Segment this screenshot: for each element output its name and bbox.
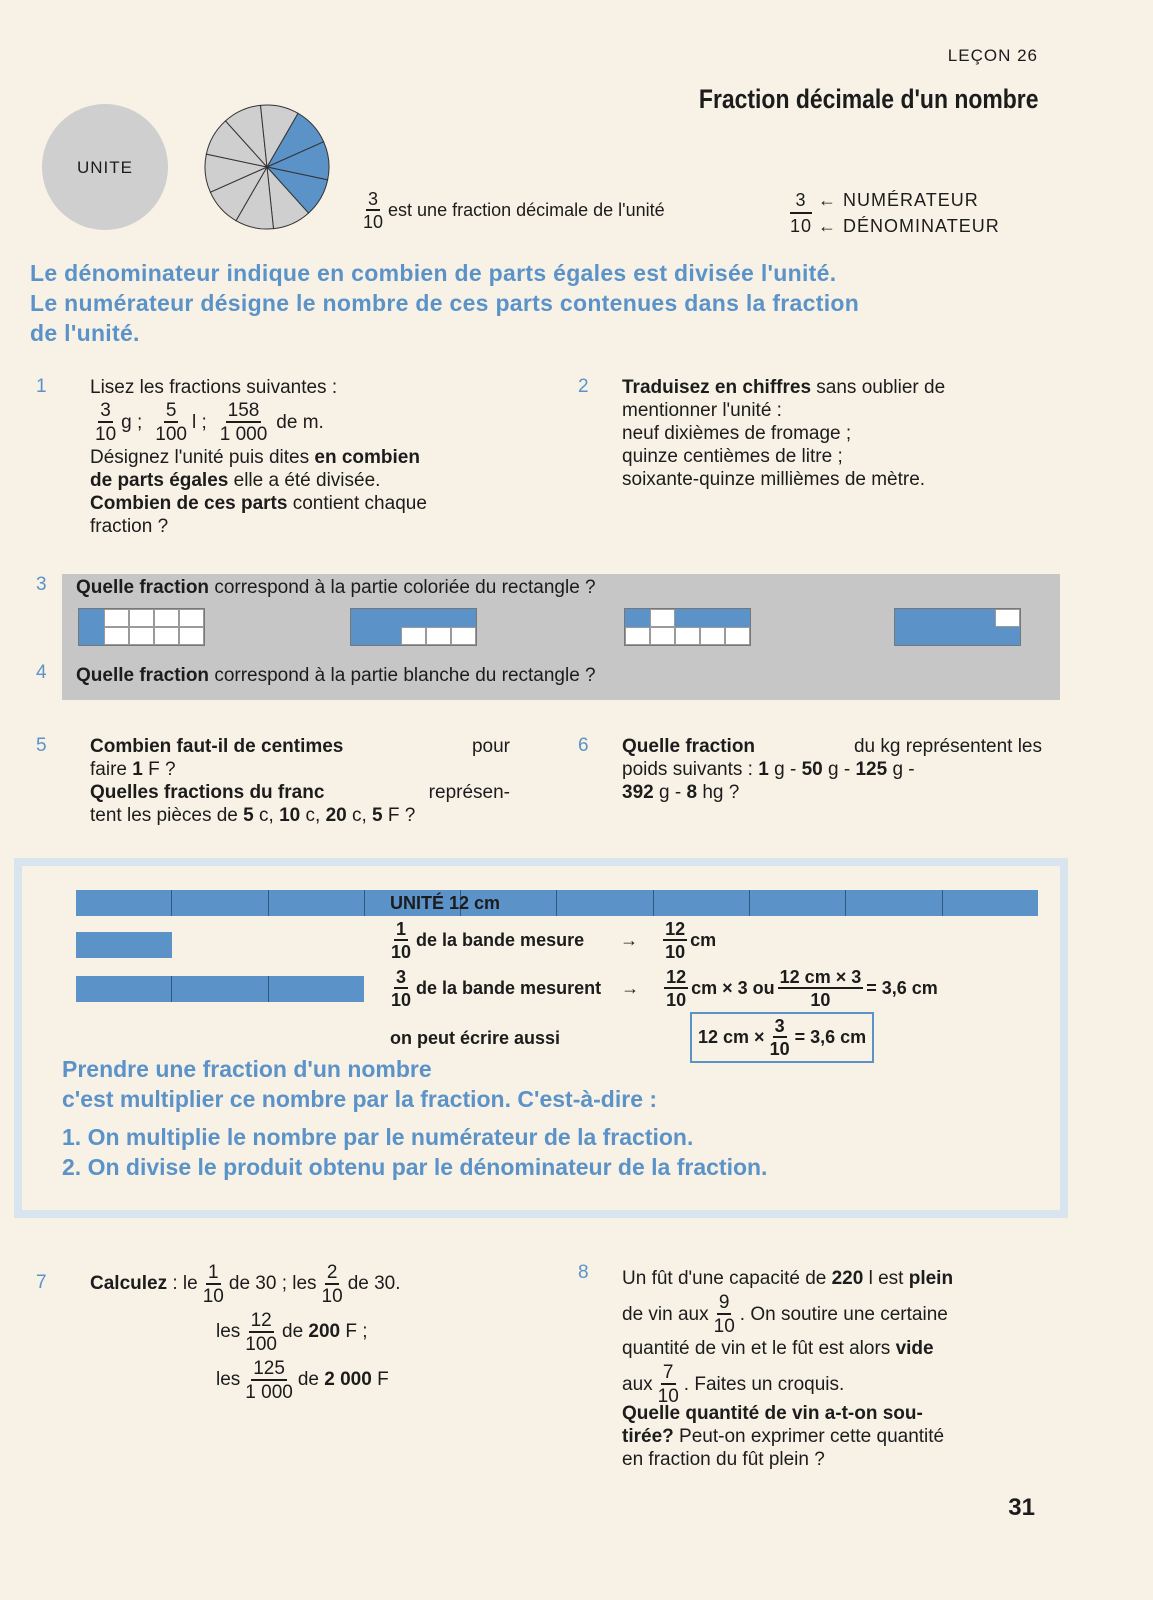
- definition-text: est une fraction décimale de l'unité: [388, 200, 665, 220]
- exercise-number: 8: [578, 1262, 589, 1283]
- rectangle-cell: [995, 609, 1020, 627]
- rectangle-cell: [970, 627, 995, 645]
- term-den: 10: [790, 216, 813, 236]
- rectangle-cell: [351, 609, 376, 627]
- rectangle-cell: [895, 627, 920, 645]
- rectangle-cell: [451, 627, 476, 645]
- band-segment: [172, 890, 268, 916]
- band-row-2: $\frac{3}{10}$ de la bande mesurent → $\frac{12}{10}$ cm × 3 ou $\frac{12 cm \times 3}{10}$ = 3,6 cm: [391, 967, 938, 1010]
- rectangle-cell: [104, 627, 129, 645]
- fraction-list: $\frac{3}{10}$ g ; $\frac{5}{100}$ l ; $\frac{158}{1 000}$ de m.: [95, 400, 324, 445]
- rule-line: de l'unité.: [30, 320, 140, 346]
- fraction-rectangle: [624, 608, 751, 646]
- rectangle-cell: [625, 609, 650, 627]
- rectangle-cell: [351, 627, 376, 645]
- band-segment: [269, 890, 365, 916]
- rectangle-cell: [401, 609, 426, 627]
- rule-fraction-of-number: Prendre une fraction d'un nombre c'est multiplier ce nombre par la fraction. C'est-à-dire : 1. On multiplie le nombre par le numérateur de la fraction. 2. On divise le produit obtenu par le dénominateur de la fraction.: [62, 1056, 768, 1180]
- band-row-3-label: on peut écrire aussi: [390, 1028, 561, 1048]
- exercise-3: Quelle fraction correspond à la partie coloriée du rectangle ?: [76, 577, 596, 598]
- rectangle-cell: [725, 609, 750, 627]
- unit-label: UNITE: [77, 158, 133, 177]
- exercise-number: 3: [36, 574, 47, 595]
- band-segment: [750, 890, 846, 916]
- lesson-number: LEÇON 26: [947, 46, 1038, 65]
- rectangle-cell: [376, 609, 401, 627]
- exercise-7: Calculez : le $\frac{1}{10}$ de 30 ; les $\frac{2}{10}$ de 30. les $\frac{12}{100}$ de 200 F ; les $\frac{125}{1 000}$ de 2 000 F: [90, 1261, 401, 1403]
- exercise-6: Quelle fraction du kg représentent les poids suivants : 1 g - 50 g - 125 g - 392 g - 8 hg ?: [622, 736, 1042, 803]
- rectangle-cell: [970, 609, 995, 627]
- rectangle-cell: [129, 609, 154, 627]
- rectangle-cell: [650, 627, 675, 645]
- rectangle-cell: [179, 609, 204, 627]
- denominator-label: DÉNOMINATEUR: [843, 216, 1000, 236]
- rectangle-cell: [154, 627, 179, 645]
- band-row-1: $\frac{1}{10}$ de la bande mesure → $\frac{12}{10}$ cm: [391, 919, 717, 962]
- rectangle-cell: [79, 609, 104, 627]
- exercise-number: 6: [578, 735, 589, 756]
- rectangle-cell: [451, 609, 476, 627]
- exercise-number: 4: [36, 662, 47, 683]
- unit-band-label: UNITÉ 12 cm: [390, 893, 501, 913]
- rectangle-cell: [179, 627, 204, 645]
- rectangle-cell: [426, 609, 451, 627]
- exercise-number: 2: [578, 376, 589, 397]
- rectangle-cell: [945, 609, 970, 627]
- term-num: 3: [790, 188, 812, 214]
- page-title: Fraction décimale d'un nombre: [698, 84, 1038, 114]
- rectangle-cell: [700, 627, 725, 645]
- rule-denominator: [30, 258, 1060, 348]
- band-three-tenths: [76, 976, 364, 1002]
- rectangle-cell: [650, 609, 675, 627]
- rectangle-cell: [995, 627, 1020, 645]
- fraction-rectangle: [78, 608, 205, 646]
- exercise-1: Lisez les fractions suivantes : $\frac{3}{10}$ g ; $\frac{5}{100}$ l ; $\frac{158}{1 000}$ de m. Désignez l'unité puis dites en combien de parts égales elle a été divisée. Combien de ces parts contient chaque fraction ?: [90, 376, 510, 538]
- exercise-number: 7: [36, 1272, 47, 1293]
- rectangle-cell: [401, 627, 426, 645]
- rectangle-cell: [376, 627, 401, 645]
- rectangle-cell: [945, 627, 970, 645]
- rectangle-cell: [426, 627, 451, 645]
- unit-band: [76, 890, 1038, 916]
- page-number: 31: [1008, 1494, 1035, 1521]
- exercise-2: Traduisez en chiffres sans oublier de mentionner l'unité : neuf dixièmes de fromage ; quinze centièmes de litre ; soixante-quinze millièmes de mètre.: [622, 377, 946, 490]
- definition-fraction: $\frac{3}{10}$: [363, 189, 384, 232]
- fraction-rectangle: [894, 608, 1021, 646]
- band-segment: [943, 890, 1038, 916]
- exercise-number: 5: [36, 735, 47, 756]
- ex-line: Lisez les fractions suivantes :: [90, 377, 338, 398]
- numerator-label: NUMÉRATEUR: [843, 190, 979, 210]
- arrow: ←: [818, 190, 838, 210]
- band-segment: [846, 890, 942, 916]
- band-segment: [76, 976, 172, 1002]
- band-segment: [269, 976, 364, 1002]
- fraction-pie: [204, 104, 330, 230]
- exercise-5: Combien faut-il de centimes pour faire 1 F ? Quelles fractions du franc représen- tent les pièces de 5 c, 10 c, 20 c, 5 F ?: [90, 736, 510, 826]
- rule-line: Le numérateur désigne le nombre de ces parts contenues dans la fraction: [30, 290, 860, 316]
- rectangle-cell: [79, 627, 104, 645]
- exercise-number: 1: [36, 376, 47, 397]
- exercise-8: Un fût d'une capacité de 220 l est plein de vin aux $\frac{9}{10}$ . On soutire une certaine quantité de vin et le fût est alors vide aux $\frac{7}{10}$ . Faites un croquis. Quelle quantité de vin a-t-on sou- tirée? Peut-on exprimer cette quantité en fraction du fût plein ?: [622, 1268, 954, 1470]
- definition-line: [358, 190, 665, 231]
- band-segment: [172, 976, 268, 1002]
- fraction-rectangle: [350, 608, 477, 646]
- rectangle-cell: [920, 609, 945, 627]
- fraction-terms: [790, 188, 1000, 238]
- rectangle-cell: [129, 627, 154, 645]
- rectangle-cell: [920, 627, 945, 645]
- rectangle-cell: [700, 609, 725, 627]
- arrow: ←: [818, 216, 838, 236]
- rectangle-cell: [154, 609, 179, 627]
- rule-line: Le dénominateur indique en combien de parts égales est divisée l'unité.: [30, 260, 837, 286]
- band-segment: [76, 932, 172, 958]
- exercise-4: Quelle fraction correspond à la partie blanche du rectangle ?: [76, 665, 596, 686]
- rectangle-cell: [675, 609, 700, 627]
- band-segment: [76, 890, 172, 916]
- band-segment: [557, 890, 653, 916]
- rectangle-cell: [104, 609, 129, 627]
- band-segment: [654, 890, 750, 916]
- band-one-tenth: [76, 932, 172, 958]
- rectangle-cell: [725, 627, 750, 645]
- rectangle-cell: [895, 609, 920, 627]
- rectangle-cell: [625, 627, 650, 645]
- rectangle-cell: [675, 627, 700, 645]
- band-row-3-equation: 12 cm × $\frac{3}{10}$ = 3,6 cm: [690, 1012, 874, 1063]
